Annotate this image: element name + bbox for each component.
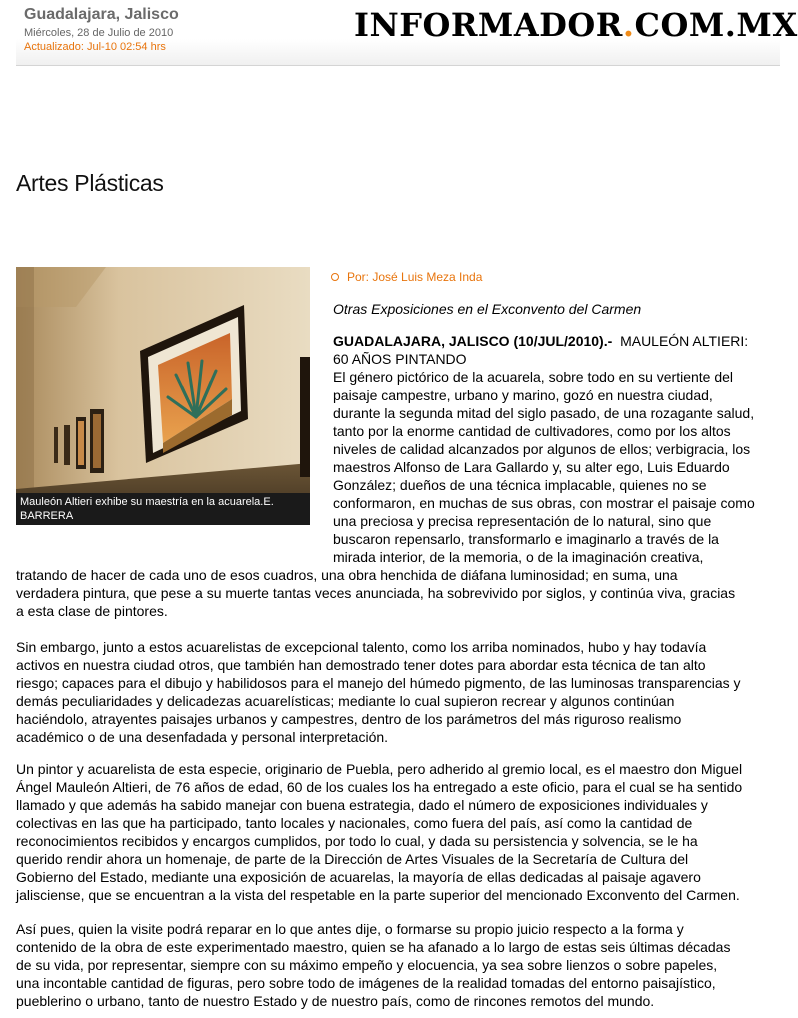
article-subtitle: Otras Exposiciones en el Exconvento del Carmen [333,301,642,317]
text-line: Gobierno del Estado, mediante una exposición de acuarelas, la mayoría de ellas dedicadas al paisaje agavero [16,869,701,885]
text-line: Así pues, quien la visite podrá reparar en lo que antes dije, o formarse su propio juicio respecto a la forma y [16,921,684,937]
logo-dot: . [622,6,635,44]
paragraph-4 [16,920,773,1010]
text-line: querido rendir ahora un homenaje, de parte de la Dirección de Artes Visuales de la Secretaría de Cultura del [16,851,689,867]
text-line: jalisciense, que se encuentran a la vista del respetable en la parte superior del mencionado Exconvento del Carmen. [16,887,740,903]
text-line: verdadera pintura, que pese a su muerte tantas veces anunciada, ha sobrevivido por siglos, y continúa viva, gracias [16,585,736,601]
text-line: reconocimientos recibidos y encargos cumplidos, por todo lo cual, y dada su persistencia y solvencia, se le ha [16,833,698,849]
text-line: conformaron, en muchas de sus obras, con mostrar el paisaje como [333,495,755,511]
text-line: buscaron repensarlo, transformarlo e imaginarlo a través de la [333,531,719,547]
text-line: a esta clase de pintores. [16,603,168,619]
text-line: tratando de hacer de cada uno de esos cuadros, una obra henchida de diáfana luminosidad; en suma, una [16,567,678,583]
text-line: paisaje campestre, urbano y marino, gozó en nuestra ciudad, [333,387,713,403]
header-city: Guadalajara, Jalisco [24,6,179,23]
text-line: demás peculiaridades y delicadezas acuarelísticas; mediante lo cual supieron recrear y algunos continúan [16,693,675,709]
headline-part2: 60 AÑOS PINTANDO [333,351,467,367]
site-logo[interactable] [354,6,798,44]
text-line: contenido de la obra de este experimentado maestro, quien se ha afanado a lo largo de estas seis últimas décadas [16,939,731,955]
text-line: tanto por la enorme cantidad de cultivadores, como por los altos [333,423,731,439]
text-line: Sin embargo, junto a estos acuarelistas de excepcional talento, como los arriba nominados, hubo y hay todavía [16,639,707,655]
paragraph-3 [16,760,773,904]
text-line: pueblerino o urbano, tanto de nuestro Estado y de nuestro país, como de rincones remotos del mundo. [16,993,655,1009]
text-line: llamado y que además ha sabido manejar con buena estrategia, dado el número de exposiciones individuales y [16,797,708,813]
logo-main: INFORMADOR [354,6,623,44]
header-date: Miércoles, 28 de Julio de 2010 [24,27,174,39]
text-line: maestros Alfonso de Lara Gallardo y, su alter ego, Luis Eduardo [333,459,730,475]
text-line: González; dueños de una técnica implacable, quienes no se [333,477,707,493]
text-line: haciéndolo, atrayentes paisajes urbanos y campestres, dentro de los parámetros del más riguroso realismo [16,711,682,727]
author-link[interactable] [331,270,482,284]
article-photo [16,267,310,525]
caption-line: BARRERA [20,510,74,522]
photo-caption [16,493,310,525]
bullet-icon [331,273,339,281]
text-line: riesgo; capaces para el dibujo y habilidosos para el manejo del húmedo pigmento, de las luminosas transparencias y [16,675,741,691]
text-line: durante la segunda mitad del siglo pasado, de una rozagante salud, [333,405,755,421]
article-lead [333,332,773,368]
text-line: de su vida, por representar, siempre con su máximo empeño y elocuencia, ya sea sobre lienzos o sobre papeles, [16,957,718,973]
text-line: niveles de calidad alcanzados por algunos de ellos; verbigracia, los [333,441,751,457]
headline-part1: MAULEÓN ALTIERI: [620,333,749,349]
text-line: activos en nuestra ciudad otros, que también han demostrado tener dotes para abordar esta técnica de tan alto [16,657,706,673]
paragraph-2 [16,638,773,746]
logo-tld: COM.MX [634,6,798,44]
gallery-photo-illustration [16,267,310,525]
paragraph-1-continued [16,566,773,620]
site-header [16,0,798,66]
text-line: colectivas en las que ha participado, tanto locales y nacionales, como fuera del país, así como la cantidad de [16,815,693,831]
section-title: Artes Plásticas [16,170,164,196]
text-line: académico o de una desenfadada y personal interpretación. [16,729,389,745]
caption-line: Mauleón Altieri exhibe su maestría en la acuarela.E. [20,496,274,508]
text-line: mirada interior, de la memoria, o de la imaginación creativa, [333,549,704,565]
text-line: El género pictórico de la acuarela, sobre todo en su vertiente del [333,369,734,385]
author-name: Por: José Luis Meza Inda [347,270,483,284]
header-updated: Actualizado: Jul-10 02:54 hrs [24,41,166,53]
text-line: Ángel Mauleón Altieri, de 76 años de edad, 60 de los cuales los ha entregado a este oficio, para el cual se ha sentido [16,779,743,795]
article-column-text [333,368,773,566]
text-line: una incontable cantidad de figuras, pero sobre todo de imágenes de la realidad tomadas del entorno paisajístico, [16,975,716,991]
text-line: Un pintor y acuarelista de esta especie, originario de Puebla, pero adherido al gremio local, es el maestro don Miguel [16,761,743,777]
text-line: una preciosa y precisa representación de lo natural, sino que [333,513,712,529]
dateline: GUADALAJARA, JALISCO (10/JUL/2010).- [333,333,613,349]
